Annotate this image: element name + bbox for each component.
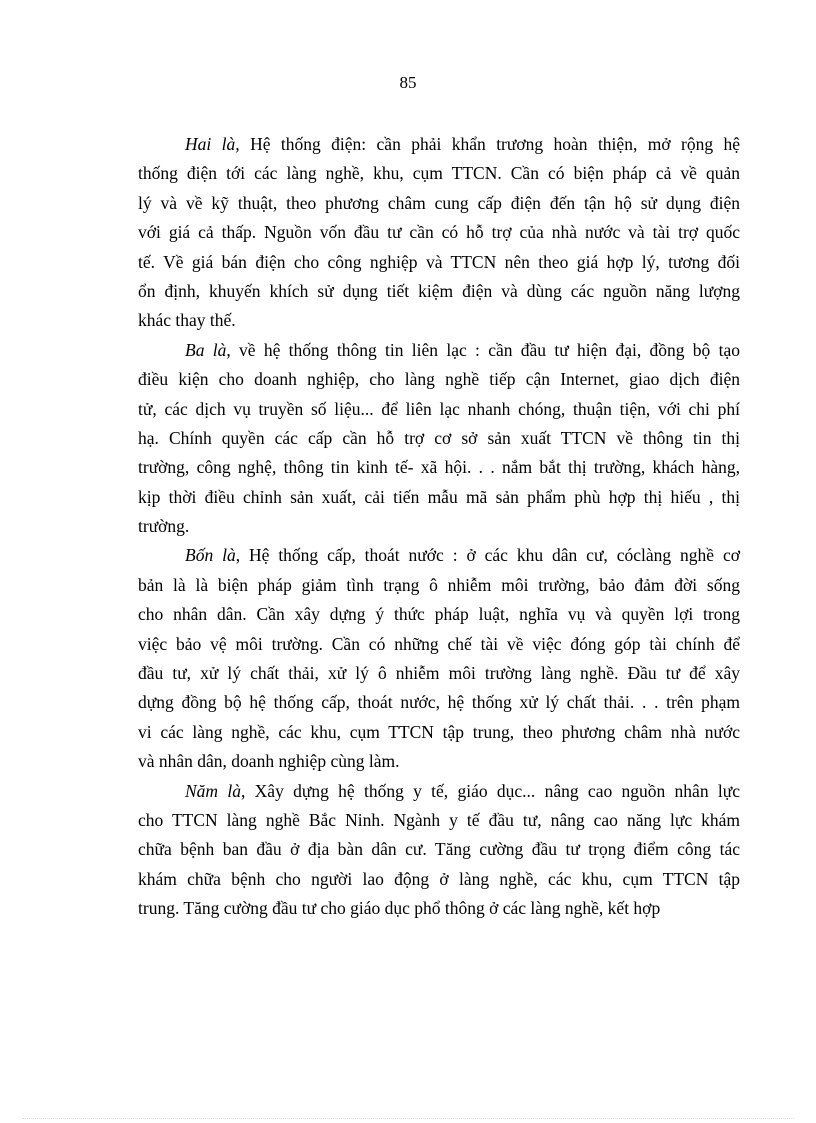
paragraph-line: cho nhân dân. Cần xây dựng ý thức pháp luật, nghĩa vụ và quyền lợi trong bbox=[138, 604, 740, 625]
paragraph-line: ổn định, khuyến khích sử dụng tiết kiệm điện và dùng các nguồn năng lượng bbox=[138, 280, 740, 301]
paragraph-line: dựng đồng bộ hệ thống cấp, thoát nước, hệ thống xử lý chất thải. . . trên phạm bbox=[138, 692, 740, 713]
paragraph-lead: Hai là, bbox=[185, 134, 240, 154]
paragraph-line: đầu tư, xử lý chất thải, xử lý ô nhiễm môi trường làng nghề. Đầu tư để xây bbox=[138, 663, 740, 684]
paragraph-line: tế. Về giá bán điện cho công nghiệp và TTCN nên theo giá hợp lý, tương đối bbox=[138, 251, 740, 272]
page-number: 85 bbox=[399, 73, 417, 92]
paragraph-lead: Năm là bbox=[185, 780, 241, 801]
paragraph-line: điều kiện cho doanh nghiệp, cho làng nghề tiếp cận Internet, giao dịch điện bbox=[138, 369, 740, 390]
paragraph-line: trường. bbox=[138, 516, 190, 537]
paragraph-line: trường, công nghệ, thông tin kinh tế- xã hội. . . nắm bắt thị trường, khách hàng, bbox=[138, 457, 740, 478]
paragraph-line: trung. Tăng cường đầu tư cho giáo dục phổ thông ở các làng nghề, kết hợp bbox=[138, 898, 661, 919]
paragraph-line: chữa bệnh ban đầu ở địa bàn dân cư. Tăng cường đầu tư trọng điểm công tác bbox=[138, 839, 740, 860]
paragraph-line: bản là là biện pháp giảm tình trạng ô nhiễm môi trường, bảo đảm đời sống bbox=[138, 574, 740, 595]
paragraph-nam-la bbox=[138, 777, 740, 924]
paragraph-line: Ba là, về hệ thống thông tin liên lạc : cần đầu tư hiện đại, đồng bộ tạo bbox=[185, 339, 740, 360]
paragraph-line: Hai là, Hệ thống điện: cần phải khẩn trương hoàn thiện, mở rộng hệ bbox=[185, 134, 740, 154]
paragraph-line: thống điện tới các làng nghề, khu, cụm TTCN. Cần có biện pháp cả về quản bbox=[138, 163, 740, 184]
paragraph-line: việc bảo vệ môi trường. Cần có những chế tài về việc đóng góp tài chính để bbox=[138, 633, 740, 654]
paragraph-line: và nhân dân, doanh nghiệp cùng làm. bbox=[138, 751, 400, 772]
paragraph-ba-la bbox=[138, 336, 740, 542]
page-bottom-rule bbox=[22, 1118, 794, 1119]
paragraph-line: với giá cả thấp. Nguồn vốn đầu tư cần có hỗ trợ của nhà nước và tài trợ quốc bbox=[138, 222, 740, 243]
paragraph-bon-la bbox=[138, 541, 740, 776]
paragraph-hai-la bbox=[138, 130, 740, 336]
paragraph-line: lý và về kỹ thuật, theo phương châm cung cấp điện đến tận hộ sử dụng điện bbox=[138, 192, 740, 213]
paragraph-line: vi các làng nghề, các khu, cụm TTCN tập trung, theo phương châm nhà nước bbox=[138, 721, 740, 742]
body-text bbox=[138, 130, 740, 924]
paragraph-lead: Ba là bbox=[185, 339, 227, 360]
paragraph-line: kịp thời điều chỉnh sản xuất, cải tiến mẫu mã sản phẩm phù hợp thị hiếu , thị bbox=[138, 486, 740, 507]
paragraph-lead: Bốn là bbox=[185, 545, 236, 566]
paragraph-line: khác thay thế. bbox=[138, 310, 236, 331]
paragraph-line: cho TTCN làng nghề Bắc Ninh. Ngành y tế đầu tư, nâng cao năng lực khám bbox=[138, 809, 740, 830]
paragraph-line: Năm là, Xây dựng hệ thống y tế, giáo dục... nâng cao nguồn nhân lực bbox=[185, 780, 740, 801]
paragraph-line: Bốn là, Hệ thống cấp, thoát nước : ở các khu dân cư, cóclàng nghề cơ bbox=[185, 545, 740, 566]
paragraph-line: khám chữa bệnh cho người lao động ở làng nghề, các khu, cụm TTCN tập bbox=[138, 868, 740, 889]
paragraph-line: hạ. Chính quyền các cấp cần hỗ trợ cơ sở sản xuất TTCN về thông tin thị bbox=[138, 427, 740, 448]
paragraph-line: tử, các dịch vụ truyền số liệu... để liên lạc nhanh chóng, thuận tiện, với chi phí bbox=[138, 398, 740, 419]
